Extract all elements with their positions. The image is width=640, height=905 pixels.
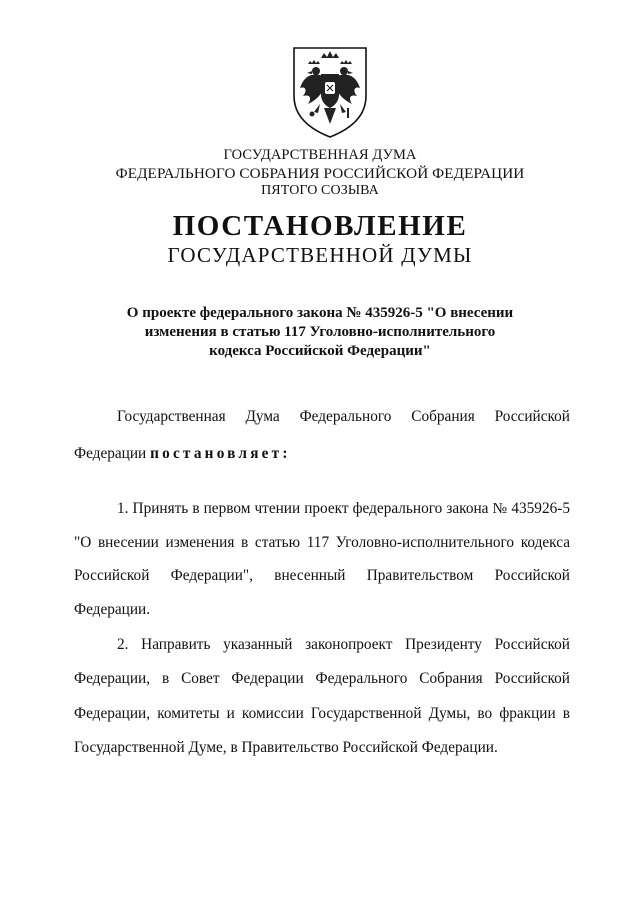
preamble-subject: Федерации: [74, 445, 147, 462]
document-type-subtitle: ГОСУДАРСТВЕННОЙ ДУМЫ: [167, 243, 473, 267]
subject-line-1: О проекте федерального закона № 435926-5 "О внесении: [126, 305, 514, 321]
subject-line-2: изменения в статью 117 Уголовно-исполнительного: [144, 324, 496, 340]
item2-line-1: 2. Направить указанный законопроект Президенту Российской: [117, 636, 570, 653]
item2-line-4: Государственной Думе, в Правительство Российской Федерации.: [74, 739, 498, 756]
org-name-line-2: ФЕДЕРАЛЬНОГО СОБРАНИЯ РОССИЙСКОЙ ФЕДЕРАЦИИ: [115, 165, 525, 182]
item2-line-3: Федерации, комитеты и комиссии Государственной Думы, во фракции в: [74, 705, 570, 722]
item1-line-1: 1. Принять в первом чтении проект федерального закона № 435926-5: [117, 500, 570, 517]
item1-line-2: "О внесении изменения в статью 117 Уголовно-исполнительного кодекса: [74, 534, 570, 551]
subject-line-3: кодекса Российской Федерации": [209, 343, 431, 359]
item1-line-3: Российской Федерации", внесенный Правительством Российской: [74, 567, 570, 584]
preamble-line-2: [74, 445, 570, 463]
org-name-line-1: ГОСУДАРСТВЕННАЯ ДУМА: [223, 147, 417, 163]
decree-word: постановляет:: [150, 445, 291, 462]
item1-line-4: Федерации.: [74, 601, 151, 618]
item2-line-2: Федерации, в Совет Федерации Федерального Собрания Российской: [74, 670, 570, 687]
preamble-line-1: Государственная Дума Федерального Собрания Российской: [117, 408, 570, 425]
document-type-title: ПОСТАНОВЛЕНИЕ: [172, 210, 468, 242]
coat-of-arms-icon: [290, 44, 370, 140]
convocation-line: ПЯТОГО СОЗЫВА: [261, 183, 379, 198]
